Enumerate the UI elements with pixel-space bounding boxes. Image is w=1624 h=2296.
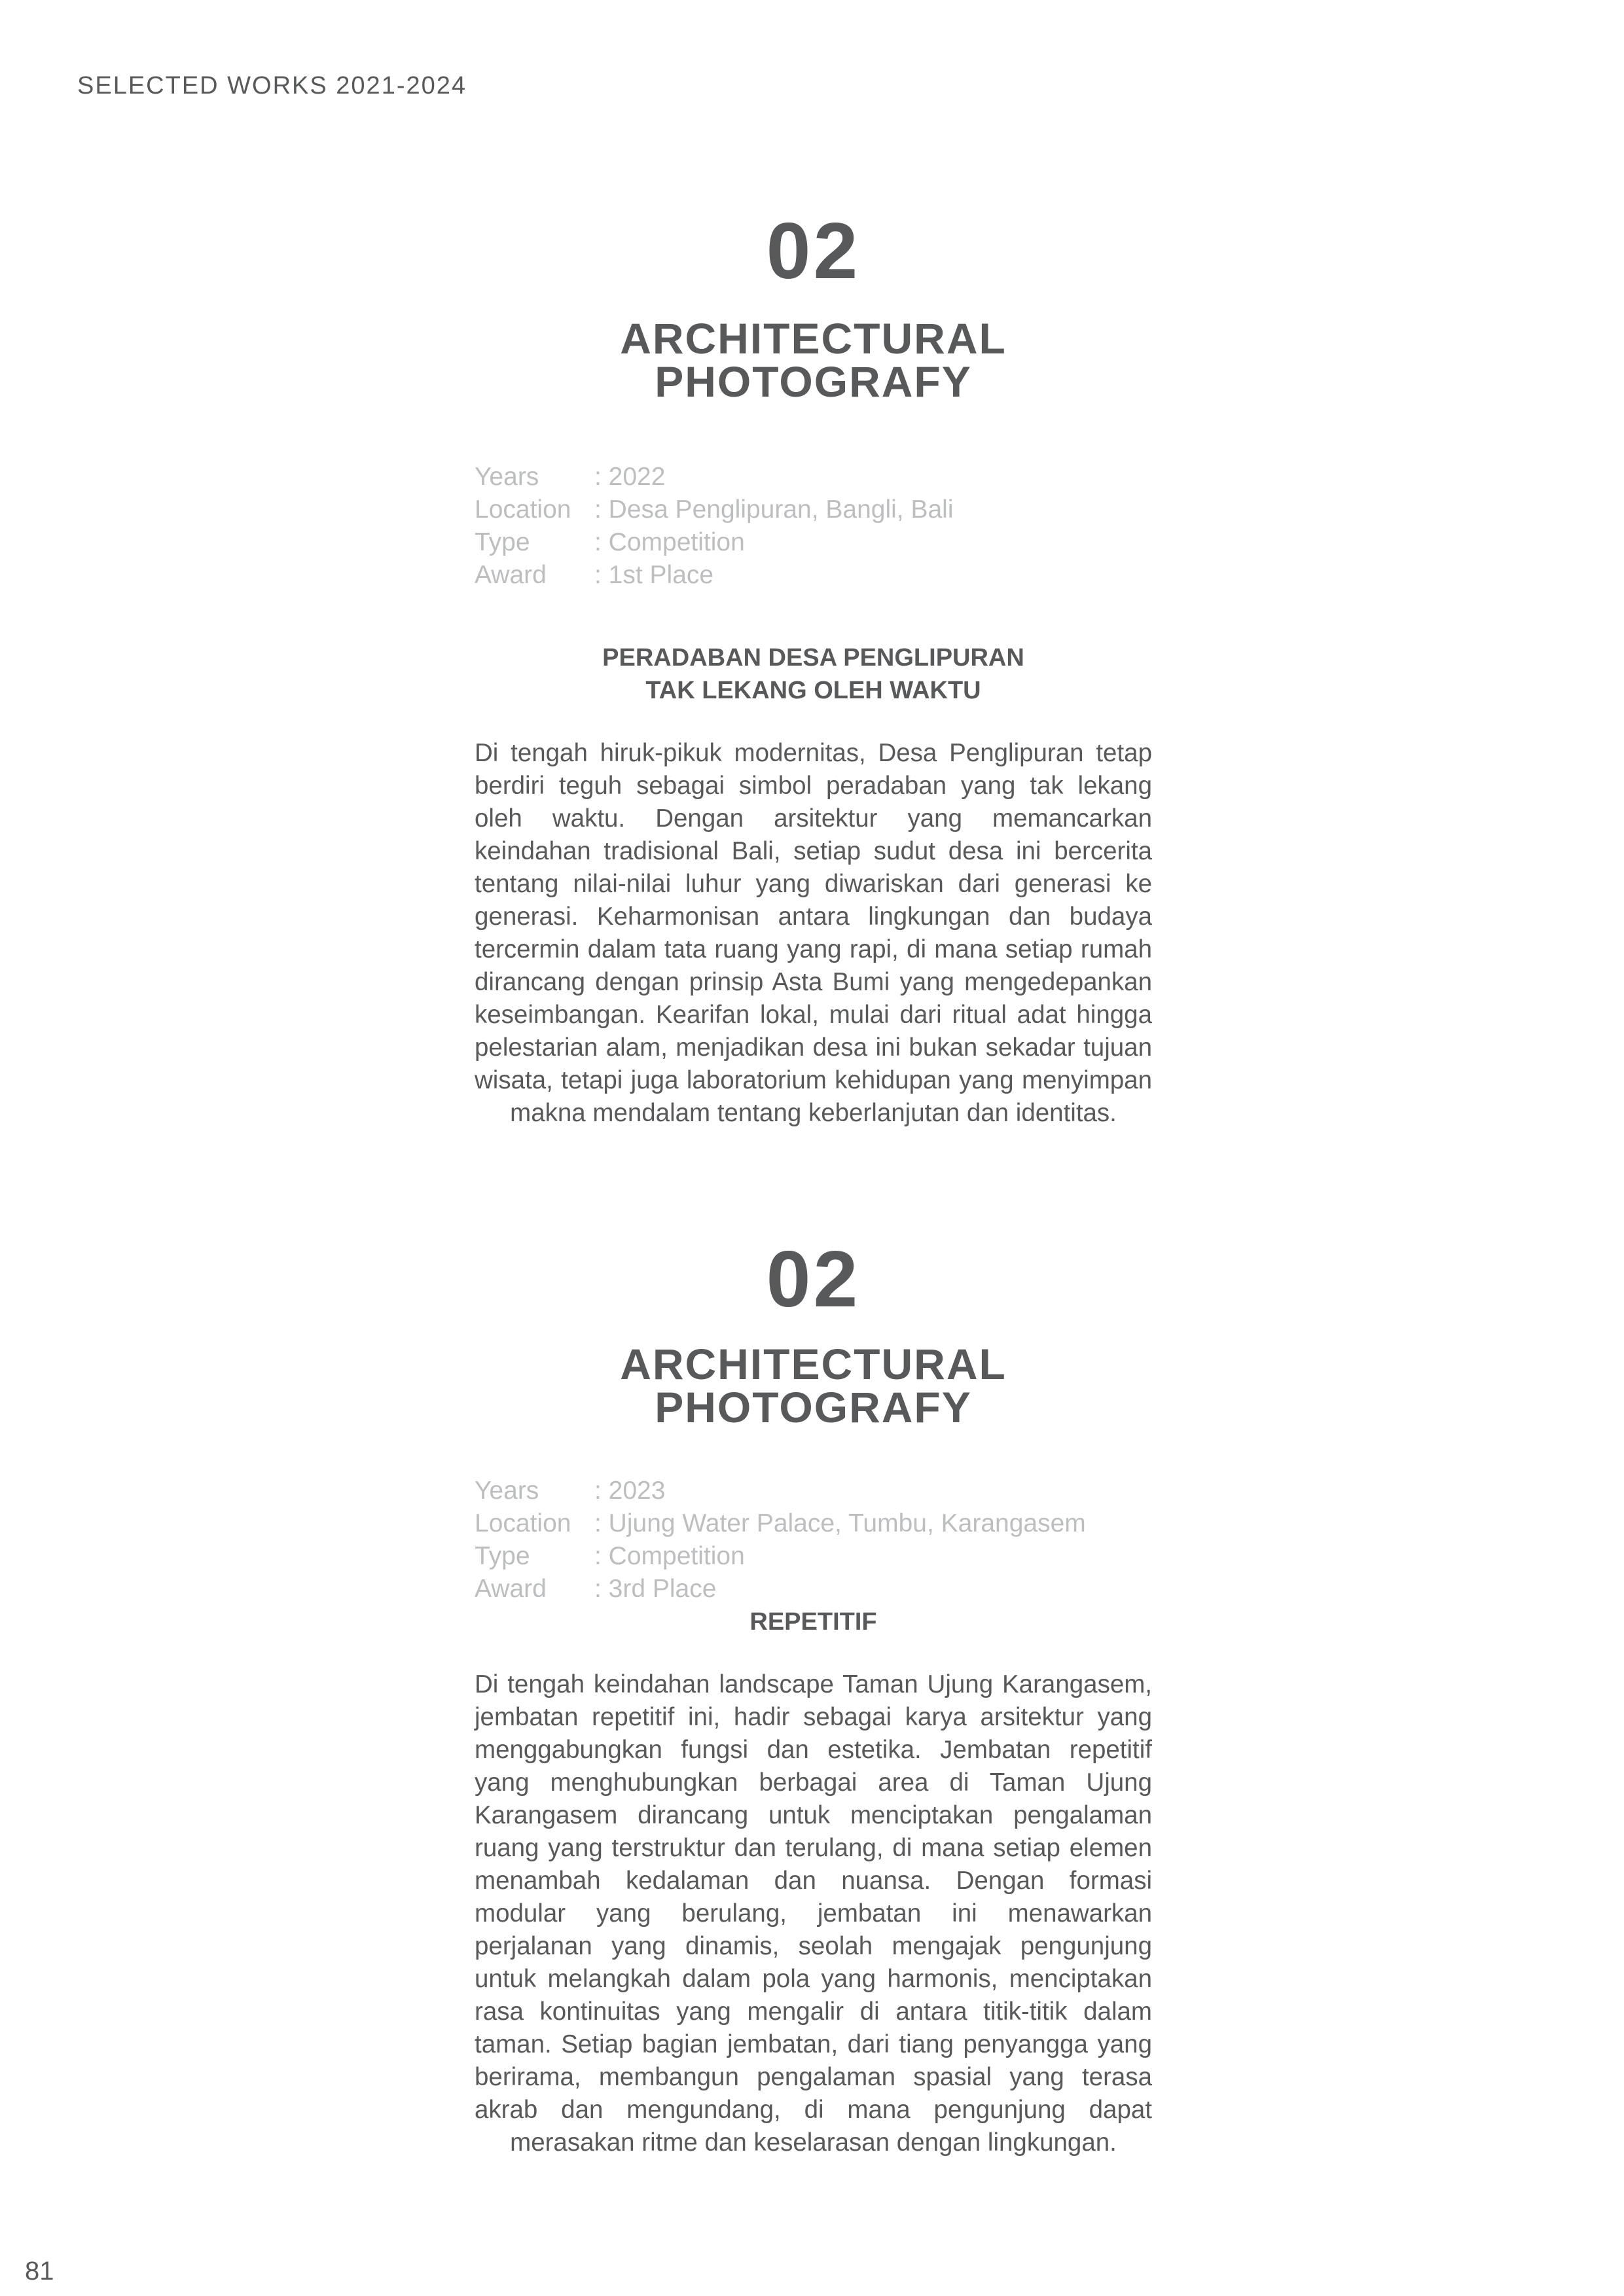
meta-row-location bbox=[475, 1507, 1152, 1540]
meta-value: : 2023 bbox=[594, 1477, 666, 1505]
meta-row-award bbox=[475, 559, 1152, 592]
work-section-1 bbox=[475, 206, 1152, 1130]
project-title-line: TAK LEKANG OLEH WAKTU bbox=[645, 677, 981, 704]
meta-value: : Competition bbox=[594, 1542, 745, 1570]
project-meta bbox=[475, 1475, 1152, 1605]
project-title bbox=[475, 1605, 1152, 1638]
meta-value: : Ujung Water Palace, Tumbu, Karangasem bbox=[594, 1509, 1086, 1537]
meta-value: : 2022 bbox=[594, 463, 666, 491]
meta-label: Years bbox=[475, 463, 539, 491]
meta-row-award bbox=[475, 1573, 1152, 1605]
meta-value: : 1st Place bbox=[594, 561, 714, 589]
section-number: 02 bbox=[766, 206, 861, 295]
meta-value: : Desa Penglipuran, Bangli, Bali bbox=[594, 495, 954, 524]
section-number: 02 bbox=[766, 1234, 861, 1323]
meta-label: Type bbox=[475, 1542, 530, 1570]
meta-row-location bbox=[475, 493, 1152, 526]
project-title-line: REPETITIF bbox=[749, 1608, 877, 1636]
section-title: ARCHITECTURAL PHOTOGRAFY bbox=[620, 314, 1007, 406]
work-section-2 bbox=[475, 1234, 1152, 2159]
meta-row-type bbox=[475, 526, 1152, 559]
project-description: Di tengah keindahan landscape Taman Ujung Karangasem, jembatan repetitif ini, hadir sebagai karya arsitektur yang menggabungkan fungsi dan estetika. Jembatan repetitif yang menghubungkan berbagai area di Taman Ujung Karangasem dirancang untuk menciptakan pengalaman ruang yang terstruktur dan terulang, di mana setiap elemen menambah kedalaman dan nuansa. Dengan formasi modular yang berulang, jembatan ini menawarkan perjalanan yang dinamis, seolah mengajak pengunjung untuk melangkah dalam pola yang harmonis, menciptakan rasa kontinuitas yang mengalir di antara titik-titik dalam taman. Setiap bagian jembatan, dari tiang penyangga yang berirama, membangun pengalaman spasial yang terasa akrab dan mengundang, di mana pengunjung dapat merasakan ritme dan keselarasan dengan lingkungan. bbox=[475, 1670, 1152, 2157]
meta-value: : 3rd Place bbox=[594, 1575, 717, 1603]
section-title: ARCHITECTURAL PHOTOGRAFY bbox=[620, 1340, 1007, 1431]
meta-row-years bbox=[475, 1475, 1152, 1507]
running-header: SELECTED WORKS 2021-2024 bbox=[77, 72, 467, 99]
meta-value: : Competition bbox=[594, 528, 745, 556]
meta-label: Years bbox=[475, 1477, 539, 1505]
meta-row-years bbox=[475, 461, 1152, 493]
meta-label: Location bbox=[475, 1509, 571, 1537]
project-description: Di tengah hiruk-pikuk modernitas, Desa Penglipuran tetap berdiri teguh sebagai simbol peradaban yang tak lekang oleh waktu. Dengan arsitektur yang memancarkan keindahan tradisional Bali, setiap sudut desa ini bercerita tentang nilai-nilai luhur yang diwariskan dari generasi ke generasi. Keharmonisan antara lingkungan dan budaya tercermin dalam tata ruang yang rapi, di mana setiap rumah dirancang dengan prinsip Asta Bumi yang mengedepankan keseimbangan. Kearifan lokal, mulai dari ritual adat hingga pelestarian alam, menjadikan desa ini bukan sekadar tujuan wisata, tetapi juga laboratorium kehidupan yang menyimpan makna mendalam tentang keberlanjutan dan identitas. bbox=[475, 739, 1152, 1127]
page-number: 81 bbox=[25, 2257, 54, 2286]
meta-row-type bbox=[475, 1540, 1152, 1573]
meta-label: Award bbox=[475, 561, 547, 589]
project-meta bbox=[475, 461, 1152, 592]
meta-label: Location bbox=[475, 495, 571, 524]
project-title bbox=[475, 641, 1152, 707]
meta-label: Award bbox=[475, 1575, 547, 1603]
project-title-line: PERADABAN DESA PENGLIPURAN bbox=[602, 644, 1024, 672]
meta-label: Type bbox=[475, 528, 530, 556]
